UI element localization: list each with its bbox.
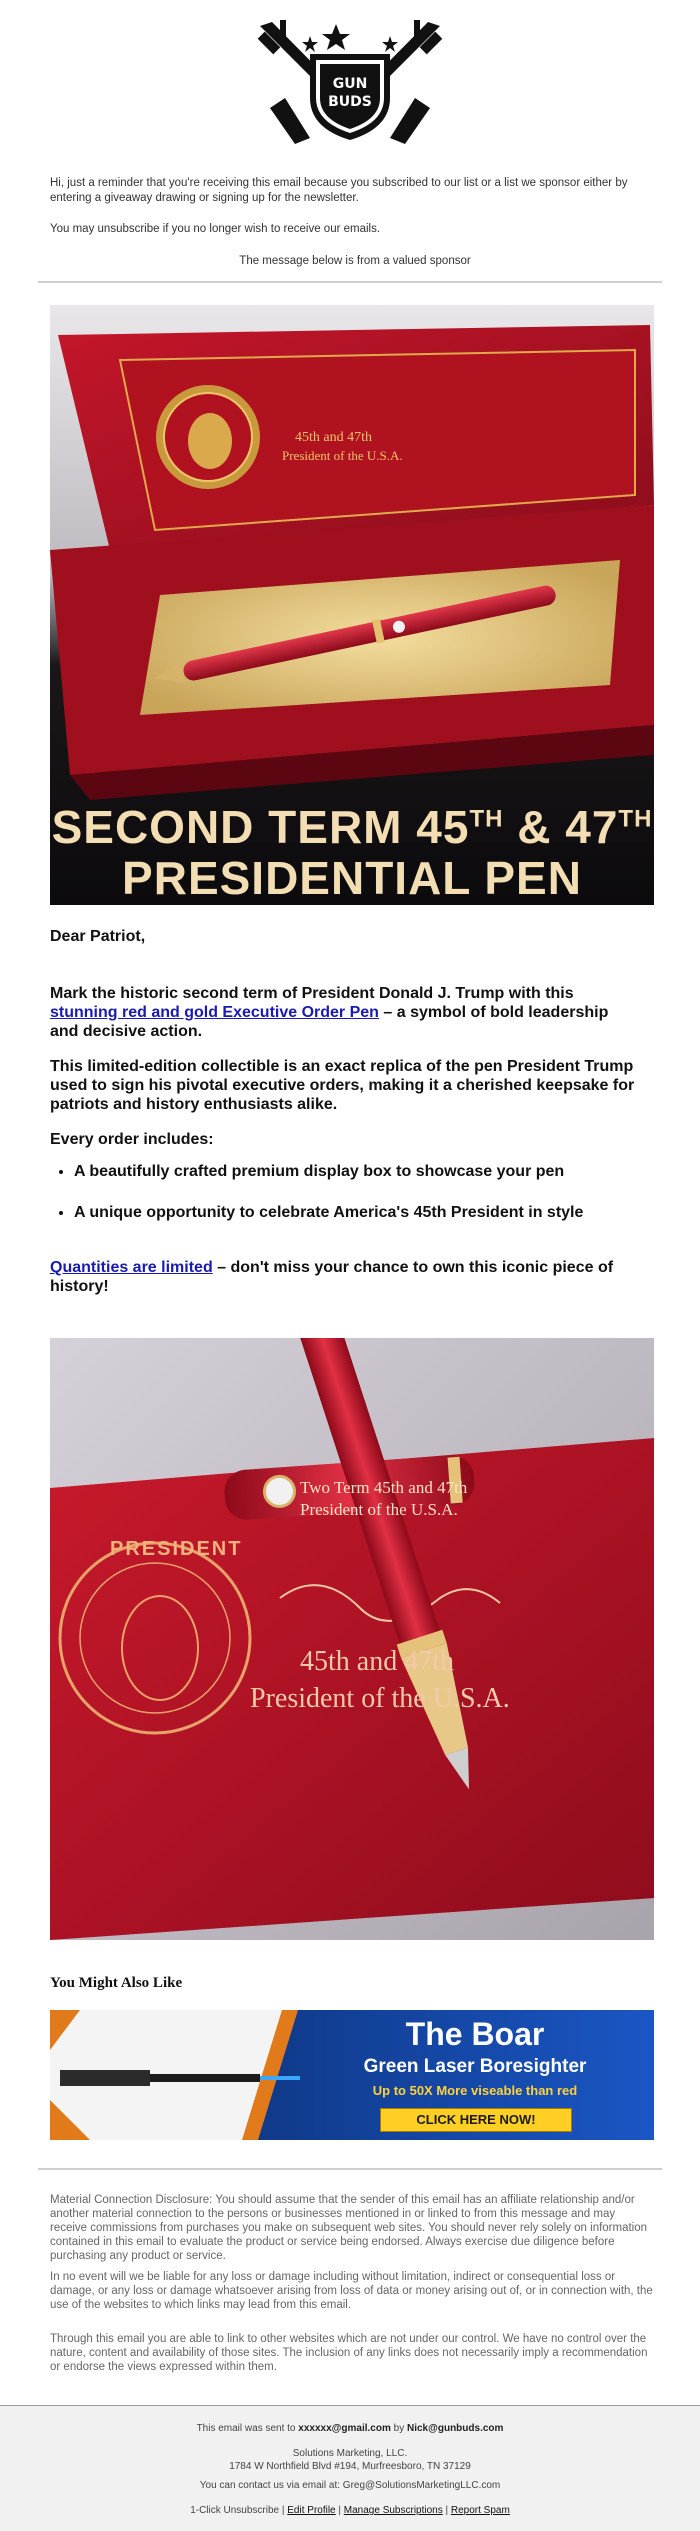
banner-tagline: Up to 50X More viseable than red: [372, 2083, 578, 2098]
cta-paragraph: [50, 1258, 640, 1296]
book-engraving-1: 45th and 47th: [300, 1646, 454, 1677]
cap-engraving-1: Two Term 45th and 47th: [300, 1478, 468, 1497]
cta-text: – don't miss your chance to own this iconic piece of history!: [50, 1259, 614, 1295]
email-footer: [0, 2405, 700, 2531]
hero-headline-line1: [50, 800, 654, 854]
cap-engraving-2: President of the U.S.A.: [300, 1500, 458, 1519]
disclosure-paragraph-2: In no event will we be liable for any loss or damage including without limitation, indirect or consequential loss or damage, or any loss or damage whatsoever arising from loss of data or money arising out of, or in connection with, the use of the websites to which links may lead from this email.: [50, 2271, 653, 2311]
list-item: • A unique opportunity to celebrate America's 45th President in style: [74, 1203, 640, 1222]
disclosure-paragraph-3: Through this email you are able to link to other websites which are not under our control. We have no control over the nature, content and availability of those sites. The inclusion of any links does not necessarily imply a recommendation or endorse the views expressed within them.: [50, 2333, 648, 2373]
box-lid-text-1: 45th and 47th: [295, 430, 372, 445]
sent-to-line: [0, 2423, 700, 2434]
hero-headline-line2: PRESIDENTIAL PEN: [122, 852, 582, 904]
intro-unsubscribe-note: You may unsubscribe if you no longer wish to receive our emails.: [50, 223, 381, 235]
includes-list: [50, 1162, 640, 1244]
company-address: 1784 W Northfield Blvd #194, Murfreesboro, TN 37129: [229, 2461, 471, 2472]
sent-to-prefix: This email was sent to: [196, 2423, 299, 2434]
manage-subscriptions-link[interactable]: Manage Subscriptions: [343, 2505, 443, 2516]
footer-links: [0, 2505, 700, 2516]
box-lid-text-2: President of the U.S.A.: [282, 448, 403, 463]
hero-image[interactable]: [50, 305, 654, 905]
quantities-limited-link[interactable]: Quantities are limited: [50, 1259, 213, 1276]
disclosure-paragraph-1: Material Connection Disclosure: You should assume that the sender of this email has an affiliate relationship and/or another material connection to the persons or businesses mentioned in or linked to from this message and may receive commissions from purchases you make on subsequent web sites. You should never rely solely on information contained in this email to evaluate the product or service being endorsed. Always exercise due diligence before purchasing any product or service.: [50, 2194, 648, 2262]
includes-heading: Every order includes:: [50, 1131, 214, 1148]
logo-text-gun: GUN: [332, 76, 368, 92]
separator: |: [279, 2505, 288, 2516]
also-like-heading: You Might Also Like: [50, 1975, 183, 1991]
body-paragraph-2: This limited-edition collectible is an exact replica of the pen President Trump used to sign his pivotal executive orders, making it a cherished keepsake for patriots and history enthusiasts alike.: [50, 1058, 635, 1113]
pen-closeup-graphic: [50, 1338, 654, 1940]
contact-line: You can contact us via email at: Greg@SolutionsMarketingLLC.com: [199, 2480, 501, 2491]
separator: |: [335, 2505, 344, 2516]
body-paragraph-1: [50, 984, 640, 1041]
banner-title: The Boar: [405, 2016, 545, 2052]
recipient-email: xxxxxx@gmail.com: [298, 2423, 391, 2434]
separator: |: [442, 2505, 451, 2516]
p1-text: Mark the historic second term of President Donald J. Trump with this: [50, 985, 574, 1002]
divider: [38, 281, 662, 283]
hero-sup-45: TH: [469, 805, 504, 833]
list-item: • A beautifully crafted premium display box to showcase your pen: [74, 1162, 640, 1181]
book-engraving-2: President of the U.S.A.: [250, 1683, 510, 1714]
gunbuds-logo[interactable]: [250, 18, 450, 148]
hero-headline-part2: & 47: [503, 801, 619, 853]
banner-cta-button[interactable]: CLICK HERE NOW!: [380, 2108, 572, 2132]
sent-by-text: by: [390, 2423, 407, 2434]
sponsor-note: The message below is from a valued sponsor: [239, 255, 471, 267]
report-spam-link[interactable]: Report Spam: [450, 2505, 510, 2516]
divider: [38, 2168, 662, 2170]
hero-sup-47: TH: [618, 805, 653, 833]
intro-reminder: Hi, just a reminder that you're receiving this email because you subscribed to our list or a list we sponsor either by entering a giveaway drawing or signing up for the newsletter.: [50, 177, 628, 204]
executive-order-pen-link[interactable]: stunning red and gold Executive Order Pen: [50, 1004, 379, 1021]
sender-email: Nick@gunbuds.com: [406, 2423, 504, 2434]
logo-text-buds: BUDS: [328, 94, 372, 110]
one-click-unsubscribe-link[interactable]: 1-Click Unsubscribe: [190, 2505, 280, 2516]
greeting: Dear Patriot,: [50, 928, 146, 945]
hero-headline-part1: SECOND TERM 45: [51, 801, 470, 853]
edit-profile-link[interactable]: Edit Profile: [287, 2505, 336, 2516]
company-name: Solutions Marketing, LLC.: [292, 2448, 408, 2459]
banner-subtitle: Green Laser Boresighter: [363, 2056, 587, 2077]
seal-text: PRESIDENT: [110, 1538, 243, 1560]
pen-closeup-image[interactable]: [50, 1338, 654, 1940]
p1-text-after: – a symbol of bold leadership and decisive action.: [50, 1004, 609, 1040]
boar-laser-banner[interactable]: [50, 2010, 654, 2140]
